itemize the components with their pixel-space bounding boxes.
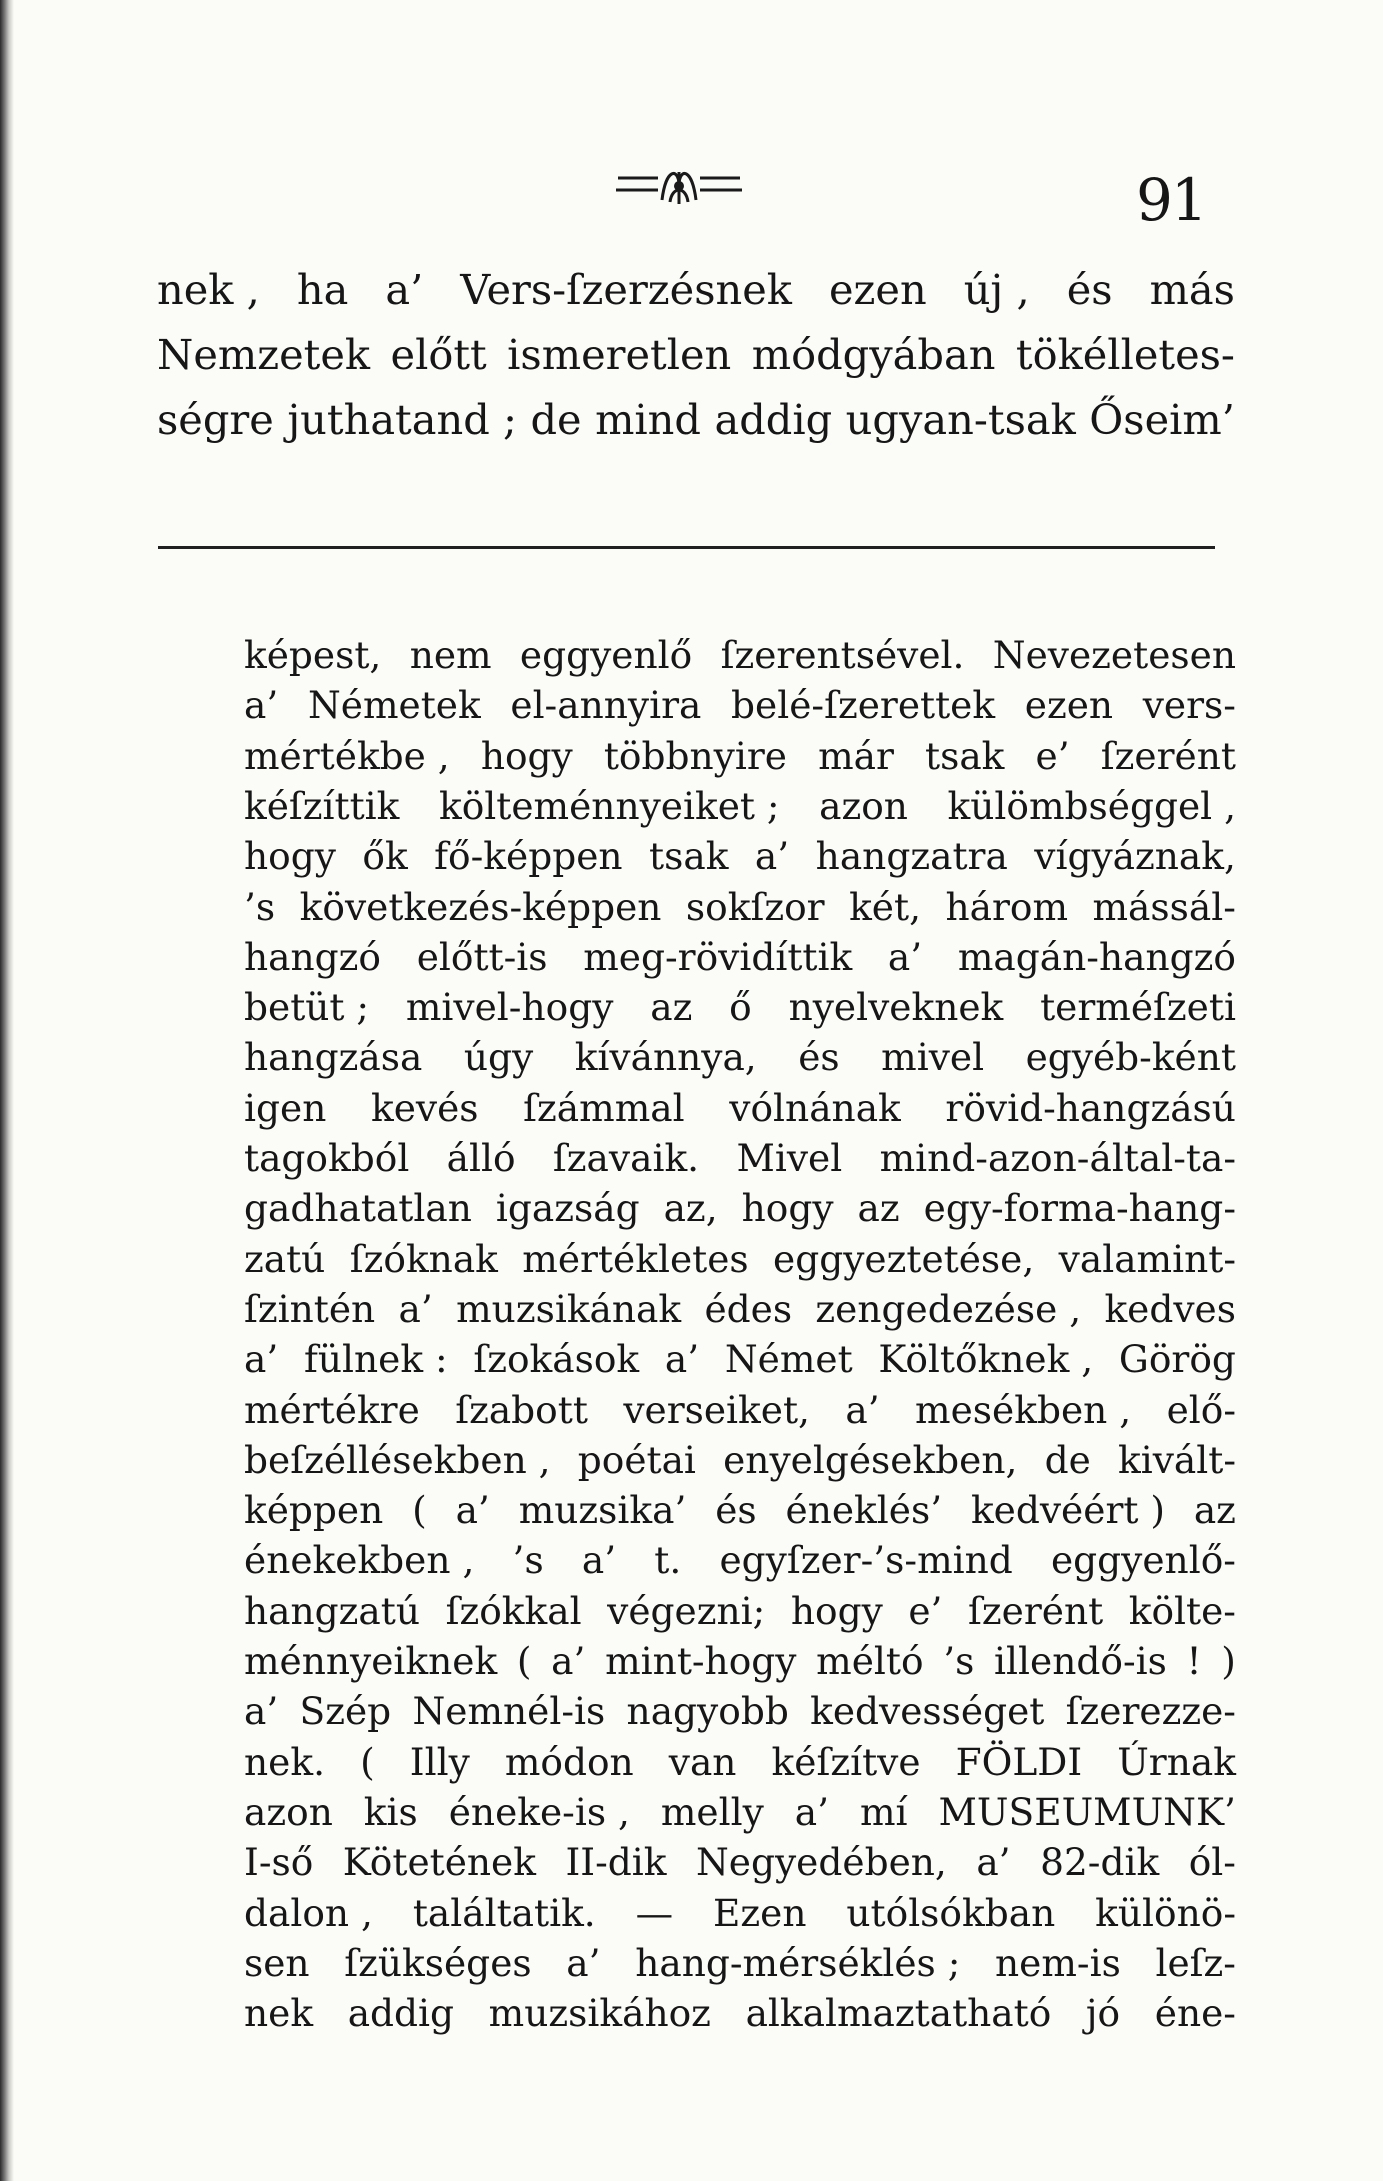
word: a’ bbox=[385, 265, 424, 314]
word: t. bbox=[654, 1538, 682, 1583]
word: ezen bbox=[828, 265, 927, 314]
word: képest, bbox=[244, 633, 382, 677]
word: ſzokások bbox=[473, 1337, 640, 1382]
word: melly bbox=[660, 1789, 764, 1834]
word: utólsókban bbox=[846, 1890, 1056, 1935]
word: fő-képpen bbox=[434, 834, 623, 879]
word: a’ bbox=[887, 934, 923, 979]
word: következés-képpen bbox=[299, 884, 662, 929]
word: muzsikához bbox=[488, 1991, 711, 2036]
word: nek. bbox=[244, 1739, 325, 1784]
word: tökélletes- bbox=[1015, 330, 1235, 379]
word: nagyobb bbox=[626, 1689, 789, 1734]
word: ugyan-tsak bbox=[845, 395, 1076, 444]
word: Költőknek , bbox=[878, 1337, 1094, 1382]
word: ſzükséges bbox=[344, 1940, 532, 1985]
word: ! bbox=[1186, 1639, 1202, 1683]
word: kis bbox=[363, 1789, 418, 1834]
word: mesékben , bbox=[915, 1387, 1132, 1432]
text-line bbox=[244, 1284, 1236, 1334]
text-line bbox=[244, 1183, 1236, 1233]
word: e’ bbox=[1035, 733, 1070, 778]
word: kedvéért ) bbox=[970, 1488, 1165, 1533]
word: úgy bbox=[463, 1035, 534, 1080]
word: a’ bbox=[566, 1940, 601, 1985]
word: mértékbe , bbox=[244, 733, 450, 778]
word: a’ bbox=[754, 834, 790, 879]
word: Illy bbox=[409, 1739, 470, 1784]
text-line bbox=[244, 831, 1236, 881]
word: hangzása bbox=[244, 1035, 423, 1080]
word: külömbséggel , bbox=[947, 783, 1236, 828]
text-line bbox=[244, 1888, 1236, 1938]
word: juthatand ; bbox=[287, 395, 517, 444]
word: kevés bbox=[370, 1085, 479, 1130]
word: ſzerentsével. bbox=[720, 633, 965, 677]
text-line bbox=[244, 1485, 1236, 1535]
word: mivel-hogy bbox=[405, 985, 614, 1030]
word: valamint- bbox=[1058, 1236, 1236, 1281]
text-line bbox=[244, 1686, 1236, 1736]
word: gadhatatlan bbox=[244, 1186, 472, 1231]
word: mivel bbox=[881, 1035, 985, 1080]
word: hogy bbox=[741, 1186, 834, 1231]
word: e’ bbox=[908, 1588, 943, 1633]
word: meg-rövidíttik bbox=[583, 934, 853, 979]
word: leſz- bbox=[1155, 1940, 1236, 1985]
word: képpen bbox=[244, 1488, 384, 1533]
word: hangzó bbox=[244, 934, 381, 979]
word: és bbox=[1066, 265, 1113, 314]
word: kedves bbox=[1104, 1286, 1236, 1331]
word: az bbox=[650, 985, 693, 1030]
word: a’ bbox=[845, 1387, 880, 1432]
word: — bbox=[635, 1890, 674, 1935]
word: tagokból bbox=[244, 1136, 410, 1180]
word: ő bbox=[729, 985, 752, 1030]
word: a’ bbox=[976, 1840, 1011, 1885]
word: kedvességet bbox=[810, 1689, 1045, 1734]
word: ſzámmal bbox=[523, 1085, 685, 1130]
word: már bbox=[818, 733, 894, 778]
text-line bbox=[244, 1737, 1236, 1787]
word: más bbox=[1149, 265, 1235, 314]
word: a’ bbox=[455, 1488, 490, 1533]
word: végezni; bbox=[607, 1588, 766, 1633]
word: a’ bbox=[244, 1689, 279, 1734]
word: rövid-hangzású bbox=[945, 1085, 1236, 1130]
word: ſzókkal bbox=[445, 1588, 582, 1633]
page-binding-edge bbox=[0, 0, 14, 2181]
word: terméſzeti bbox=[1040, 985, 1236, 1030]
word: ’s bbox=[943, 1639, 975, 1683]
word: eggyenlő bbox=[519, 633, 693, 677]
word: eggyenlő- bbox=[1050, 1538, 1236, 1583]
word: I-ső bbox=[244, 1840, 314, 1885]
word: muzsikának bbox=[456, 1286, 682, 1331]
word: ségre bbox=[157, 395, 274, 444]
word: tsak bbox=[649, 834, 729, 879]
word: de bbox=[530, 395, 582, 444]
word: módon bbox=[504, 1739, 634, 1784]
text-line bbox=[244, 1586, 1236, 1636]
word: egyéb-ként bbox=[1025, 1035, 1236, 1080]
word: enyelgésekben, bbox=[723, 1437, 1018, 1482]
word: mértékletes bbox=[522, 1236, 749, 1281]
page-number: 91 bbox=[1136, 166, 1206, 234]
word: éne- bbox=[1154, 1991, 1236, 2036]
word: hogy bbox=[790, 1588, 883, 1633]
word: alkalmaztatható bbox=[745, 1991, 1052, 2036]
word: el-annyira bbox=[510, 683, 702, 728]
word: sokſzor bbox=[685, 884, 825, 929]
text-line bbox=[244, 1787, 1236, 1837]
word: Szép bbox=[299, 1689, 392, 1734]
word: Úrnak bbox=[1117, 1739, 1236, 1784]
text-line bbox=[244, 1083, 1236, 1133]
text-line bbox=[244, 1435, 1236, 1485]
word: ſzóknak bbox=[349, 1236, 498, 1281]
word: ( bbox=[360, 1739, 375, 1784]
word: éneke-is , bbox=[448, 1789, 630, 1834]
word: és bbox=[798, 1035, 840, 1080]
word: addig bbox=[347, 1991, 455, 2036]
word: Negyedében, bbox=[695, 1840, 947, 1885]
word: Nemzetek bbox=[157, 330, 371, 379]
word: a’ bbox=[581, 1538, 617, 1583]
word: magán-hangzó bbox=[957, 934, 1236, 979]
word: kéſzíttik bbox=[244, 783, 400, 828]
word: ſzintén bbox=[244, 1286, 376, 1331]
word: elő- bbox=[1166, 1387, 1236, 1432]
word: van bbox=[668, 1739, 737, 1784]
word: mind-azon-által-ta- bbox=[879, 1136, 1236, 1180]
text-line bbox=[244, 1636, 1236, 1686]
text-line bbox=[157, 262, 1235, 318]
word: előtt bbox=[390, 330, 487, 379]
word: ſzerént bbox=[968, 1588, 1104, 1633]
text-line bbox=[244, 680, 1236, 730]
word: hangzatú bbox=[244, 1588, 421, 1633]
word: méltó bbox=[816, 1639, 924, 1683]
word: ſzabott bbox=[455, 1387, 588, 1432]
word: azon bbox=[244, 1789, 333, 1834]
word: Német bbox=[724, 1337, 853, 1382]
text-line bbox=[157, 327, 1235, 383]
text-line bbox=[244, 731, 1236, 781]
word: ha bbox=[296, 265, 349, 314]
word: ſzerezze- bbox=[1065, 1689, 1236, 1734]
word: a’ bbox=[551, 1639, 586, 1683]
word: eggyeztetése, bbox=[773, 1236, 1035, 1281]
word: dalon , bbox=[244, 1890, 373, 1935]
word: ſzavaik. bbox=[552, 1136, 700, 1180]
word: addig bbox=[714, 395, 833, 444]
word: FÖLDI bbox=[955, 1739, 1083, 1784]
word: a’ bbox=[244, 683, 279, 728]
word: nek , bbox=[157, 265, 260, 314]
word: hang-mérséklés ; bbox=[635, 1940, 961, 1985]
word: három bbox=[945, 884, 1069, 929]
word: vígyáznak, bbox=[1034, 834, 1236, 879]
word: ( bbox=[412, 1488, 427, 1533]
word: mértékre bbox=[244, 1387, 420, 1432]
word: igen bbox=[244, 1085, 327, 1130]
footnote-separator-rule bbox=[158, 546, 1215, 549]
word: mássál- bbox=[1092, 884, 1236, 929]
text-line bbox=[244, 882, 1236, 932]
text-line bbox=[244, 1535, 1236, 1585]
word: mint-hogy bbox=[605, 1639, 797, 1683]
word: mind bbox=[595, 395, 701, 444]
word: költe- bbox=[1128, 1588, 1236, 1633]
word: módgyában bbox=[751, 330, 996, 379]
word: vers- bbox=[1142, 683, 1236, 728]
word: Vers-ſzerzésnek bbox=[460, 265, 792, 314]
word: MUSEUMUNK’ bbox=[938, 1789, 1236, 1834]
word: az bbox=[857, 1186, 900, 1231]
word: ők bbox=[362, 834, 408, 879]
word: hogy bbox=[244, 834, 336, 879]
word: énekekben , bbox=[244, 1538, 475, 1583]
word: ) bbox=[1221, 1639, 1236, 1683]
text-line bbox=[157, 392, 1235, 448]
text-line bbox=[244, 1938, 1236, 1988]
word: álló bbox=[446, 1136, 516, 1180]
word: Nevezetesen bbox=[992, 633, 1236, 677]
text-line bbox=[244, 1334, 1236, 1384]
word: előtt-is bbox=[416, 934, 548, 979]
word: poétai bbox=[577, 1437, 696, 1482]
word: Görög bbox=[1118, 1337, 1236, 1382]
text-line bbox=[244, 781, 1236, 831]
word: ismeretlen bbox=[507, 330, 732, 379]
word: sen bbox=[244, 1940, 310, 1985]
word: találtatik. bbox=[412, 1890, 596, 1935]
word: illendő-is bbox=[994, 1639, 1167, 1683]
word: II-dik bbox=[565, 1840, 667, 1885]
word: fülnek : bbox=[303, 1337, 448, 1382]
word: költeménnyeiket ; bbox=[438, 783, 780, 828]
text-line bbox=[244, 1385, 1236, 1435]
word: ’s bbox=[244, 884, 276, 929]
word: igazság bbox=[495, 1186, 640, 1231]
word: kéſzítve bbox=[771, 1739, 921, 1784]
word: többnyire bbox=[603, 733, 787, 778]
word: hogy bbox=[480, 733, 573, 778]
word: nem bbox=[409, 633, 492, 677]
word: kivált- bbox=[1118, 1437, 1236, 1482]
word: beſzéllésekben , bbox=[244, 1437, 551, 1482]
word: zengedezése , bbox=[815, 1286, 1082, 1331]
word: egy-forma-hang- bbox=[923, 1186, 1236, 1231]
word: nyelveknek bbox=[788, 985, 1004, 1030]
word: Németek bbox=[307, 683, 481, 728]
word: Ezen bbox=[713, 1890, 807, 1935]
word: új , bbox=[963, 265, 1030, 314]
word: különö- bbox=[1095, 1890, 1236, 1935]
text-line bbox=[244, 630, 1236, 680]
word: ménnyeiknek bbox=[244, 1639, 498, 1683]
word: Nemnél-is bbox=[412, 1689, 606, 1734]
text-line bbox=[244, 1032, 1236, 1082]
word: Mivel bbox=[736, 1136, 843, 1180]
word: kívánnya, bbox=[574, 1035, 757, 1080]
word: Őseim’ bbox=[1089, 395, 1235, 444]
word: ól- bbox=[1188, 1840, 1236, 1885]
text-line bbox=[244, 1837, 1236, 1887]
word: ’s bbox=[512, 1538, 544, 1583]
text-line bbox=[244, 1133, 1236, 1183]
word: a’ bbox=[244, 1337, 279, 1382]
word: ezen bbox=[1024, 683, 1114, 728]
text-line bbox=[244, 1234, 1236, 1284]
word: jó bbox=[1085, 1991, 1121, 2036]
word: tsak bbox=[925, 733, 1005, 778]
word: és bbox=[715, 1488, 757, 1533]
word: egyſzer-’s-mind bbox=[719, 1538, 1013, 1583]
word: belé-ſzerettek bbox=[731, 683, 996, 728]
word: Kötetének bbox=[342, 1840, 536, 1885]
word: vólnának bbox=[729, 1085, 901, 1130]
word: verseiket, bbox=[623, 1387, 810, 1432]
printers-ornament-icon bbox=[614, 164, 744, 208]
word: de bbox=[1044, 1437, 1091, 1482]
word: mí bbox=[860, 1789, 908, 1834]
word: nek bbox=[244, 1991, 314, 2036]
word: az, bbox=[663, 1186, 718, 1231]
word: a’ bbox=[664, 1337, 700, 1382]
word: ſzerént bbox=[1100, 733, 1236, 778]
text-line bbox=[244, 932, 1236, 982]
text-line bbox=[244, 982, 1236, 1032]
word: az bbox=[1193, 1488, 1236, 1533]
word: zatú bbox=[244, 1236, 326, 1281]
word: ( bbox=[516, 1639, 532, 1683]
word: muzsika’ bbox=[518, 1488, 687, 1533]
word: nem-is bbox=[995, 1940, 1121, 1985]
word: a’ bbox=[794, 1789, 830, 1834]
word: azon bbox=[819, 783, 908, 828]
word: hangzatra bbox=[815, 834, 1008, 879]
word: éneklés’ bbox=[785, 1488, 943, 1533]
word: édes bbox=[704, 1286, 793, 1331]
word: két, bbox=[849, 884, 921, 929]
word: betüt ; bbox=[244, 985, 370, 1030]
text-line bbox=[244, 1988, 1236, 2038]
word: 82-dik bbox=[1040, 1840, 1160, 1885]
word: a’ bbox=[398, 1286, 433, 1331]
